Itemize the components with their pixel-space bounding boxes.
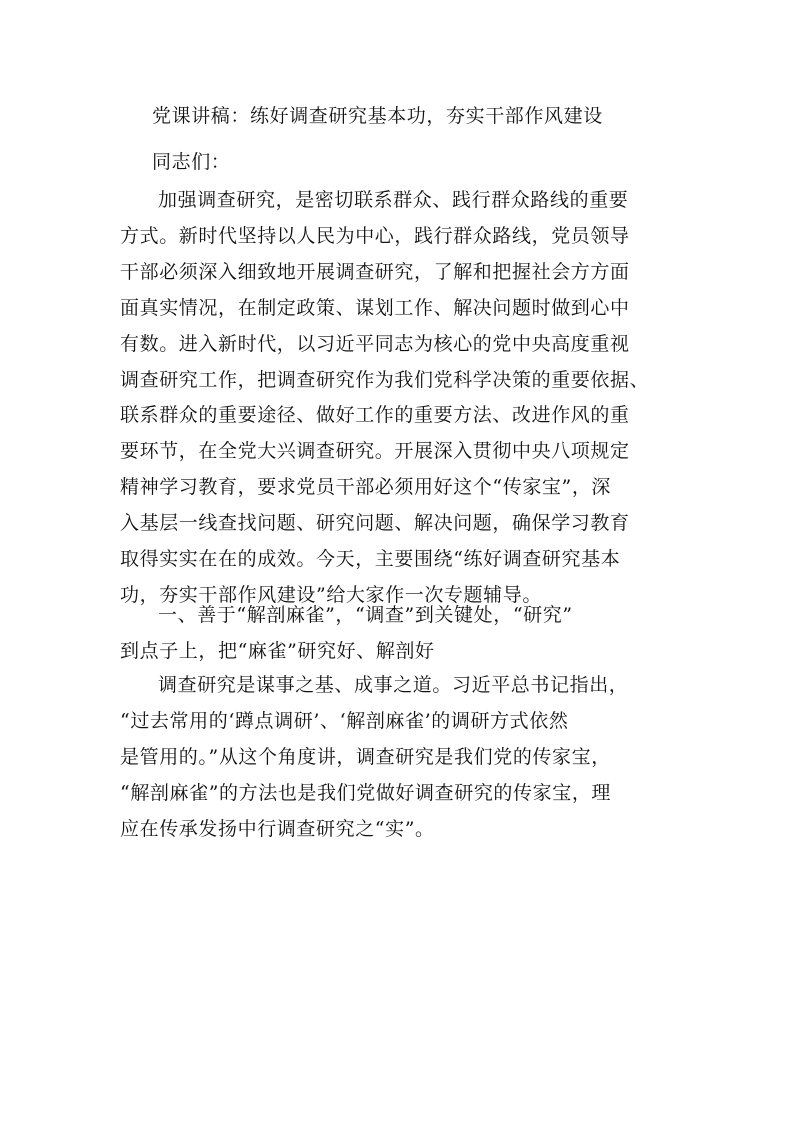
paragraph-line: 有数。进入新时代，以习近平同志为核心的党中央高度重视 <box>120 332 630 355</box>
paragraph-line: 面真实情况，在制定政策、谋划工作、解决问题时做到心中 <box>120 296 630 319</box>
section-heading-1 <box>120 598 680 670</box>
paragraph-line: 加强调查研究，是密切联系群众、践行群众路线的重要 <box>158 189 629 211</box>
paragraph-line: 调查研究是谋事之基、成事之道。习近平总书记指出， <box>158 674 629 696</box>
paragraph-line: 调查研究工作，把调查研究作为我们党科学决策的重要依据、 <box>120 368 650 391</box>
heading-line: 到点子上，把“麻雀”研究好、解剖好 <box>120 639 435 662</box>
paragraph-line: 取得实实在在的成效。今天，主要围绕“练好调查研究基本 <box>120 548 621 571</box>
paragraph-line: 应在传承发扬中行调查研究之“实”。 <box>120 817 435 840</box>
paragraph-line: 方式。新时代坚持以人民为中心，践行群众路线，党员领导 <box>120 224 630 247</box>
paragraph-line: 是管用的。”从这个角度讲，调查研究是我们党的传家宝， <box>120 745 611 768</box>
paragraph-line: 要环节，在全党大兴调查研究。开展深入贯彻中央八项规定 <box>120 440 630 463</box>
paragraph-introduction <box>120 183 680 614</box>
document-title: 党课讲稿：练好调查研究基本功，夯实干部作风建设 <box>152 105 603 127</box>
heading-line: 一、善于“解剖麻雀”，“调查”到关键处，“研究” <box>158 604 573 626</box>
paragraph-line: 精神学习教育，要求党员干部必须用好这个“传家宝”，深 <box>120 476 612 499</box>
paragraph-line: 干部必须深入细致地开展调查研究，了解和把握社会方方面 <box>120 260 630 283</box>
paragraph-line: 功，夯实干部作风建设”给大家作一次专题辅导。 <box>120 583 542 606</box>
paragraph-line: “解剖麻雀”的方法也是我们党做好调查研究的传家宝，理 <box>120 781 612 804</box>
paragraph-line: “过去常用的‘蹲点调研’、‘解剖麻雀’的调研方式依然 <box>120 709 569 732</box>
paragraph-section-1-body <box>120 668 680 848</box>
paragraph-line: 联系群众的重要途径、做好工作的重要方法、改进作风的重 <box>120 404 630 427</box>
paragraph-line: 入基层一线查找问题、研究问题、解决问题，确保学习教育 <box>120 512 630 535</box>
salutation: 同志们： <box>152 151 231 173</box>
